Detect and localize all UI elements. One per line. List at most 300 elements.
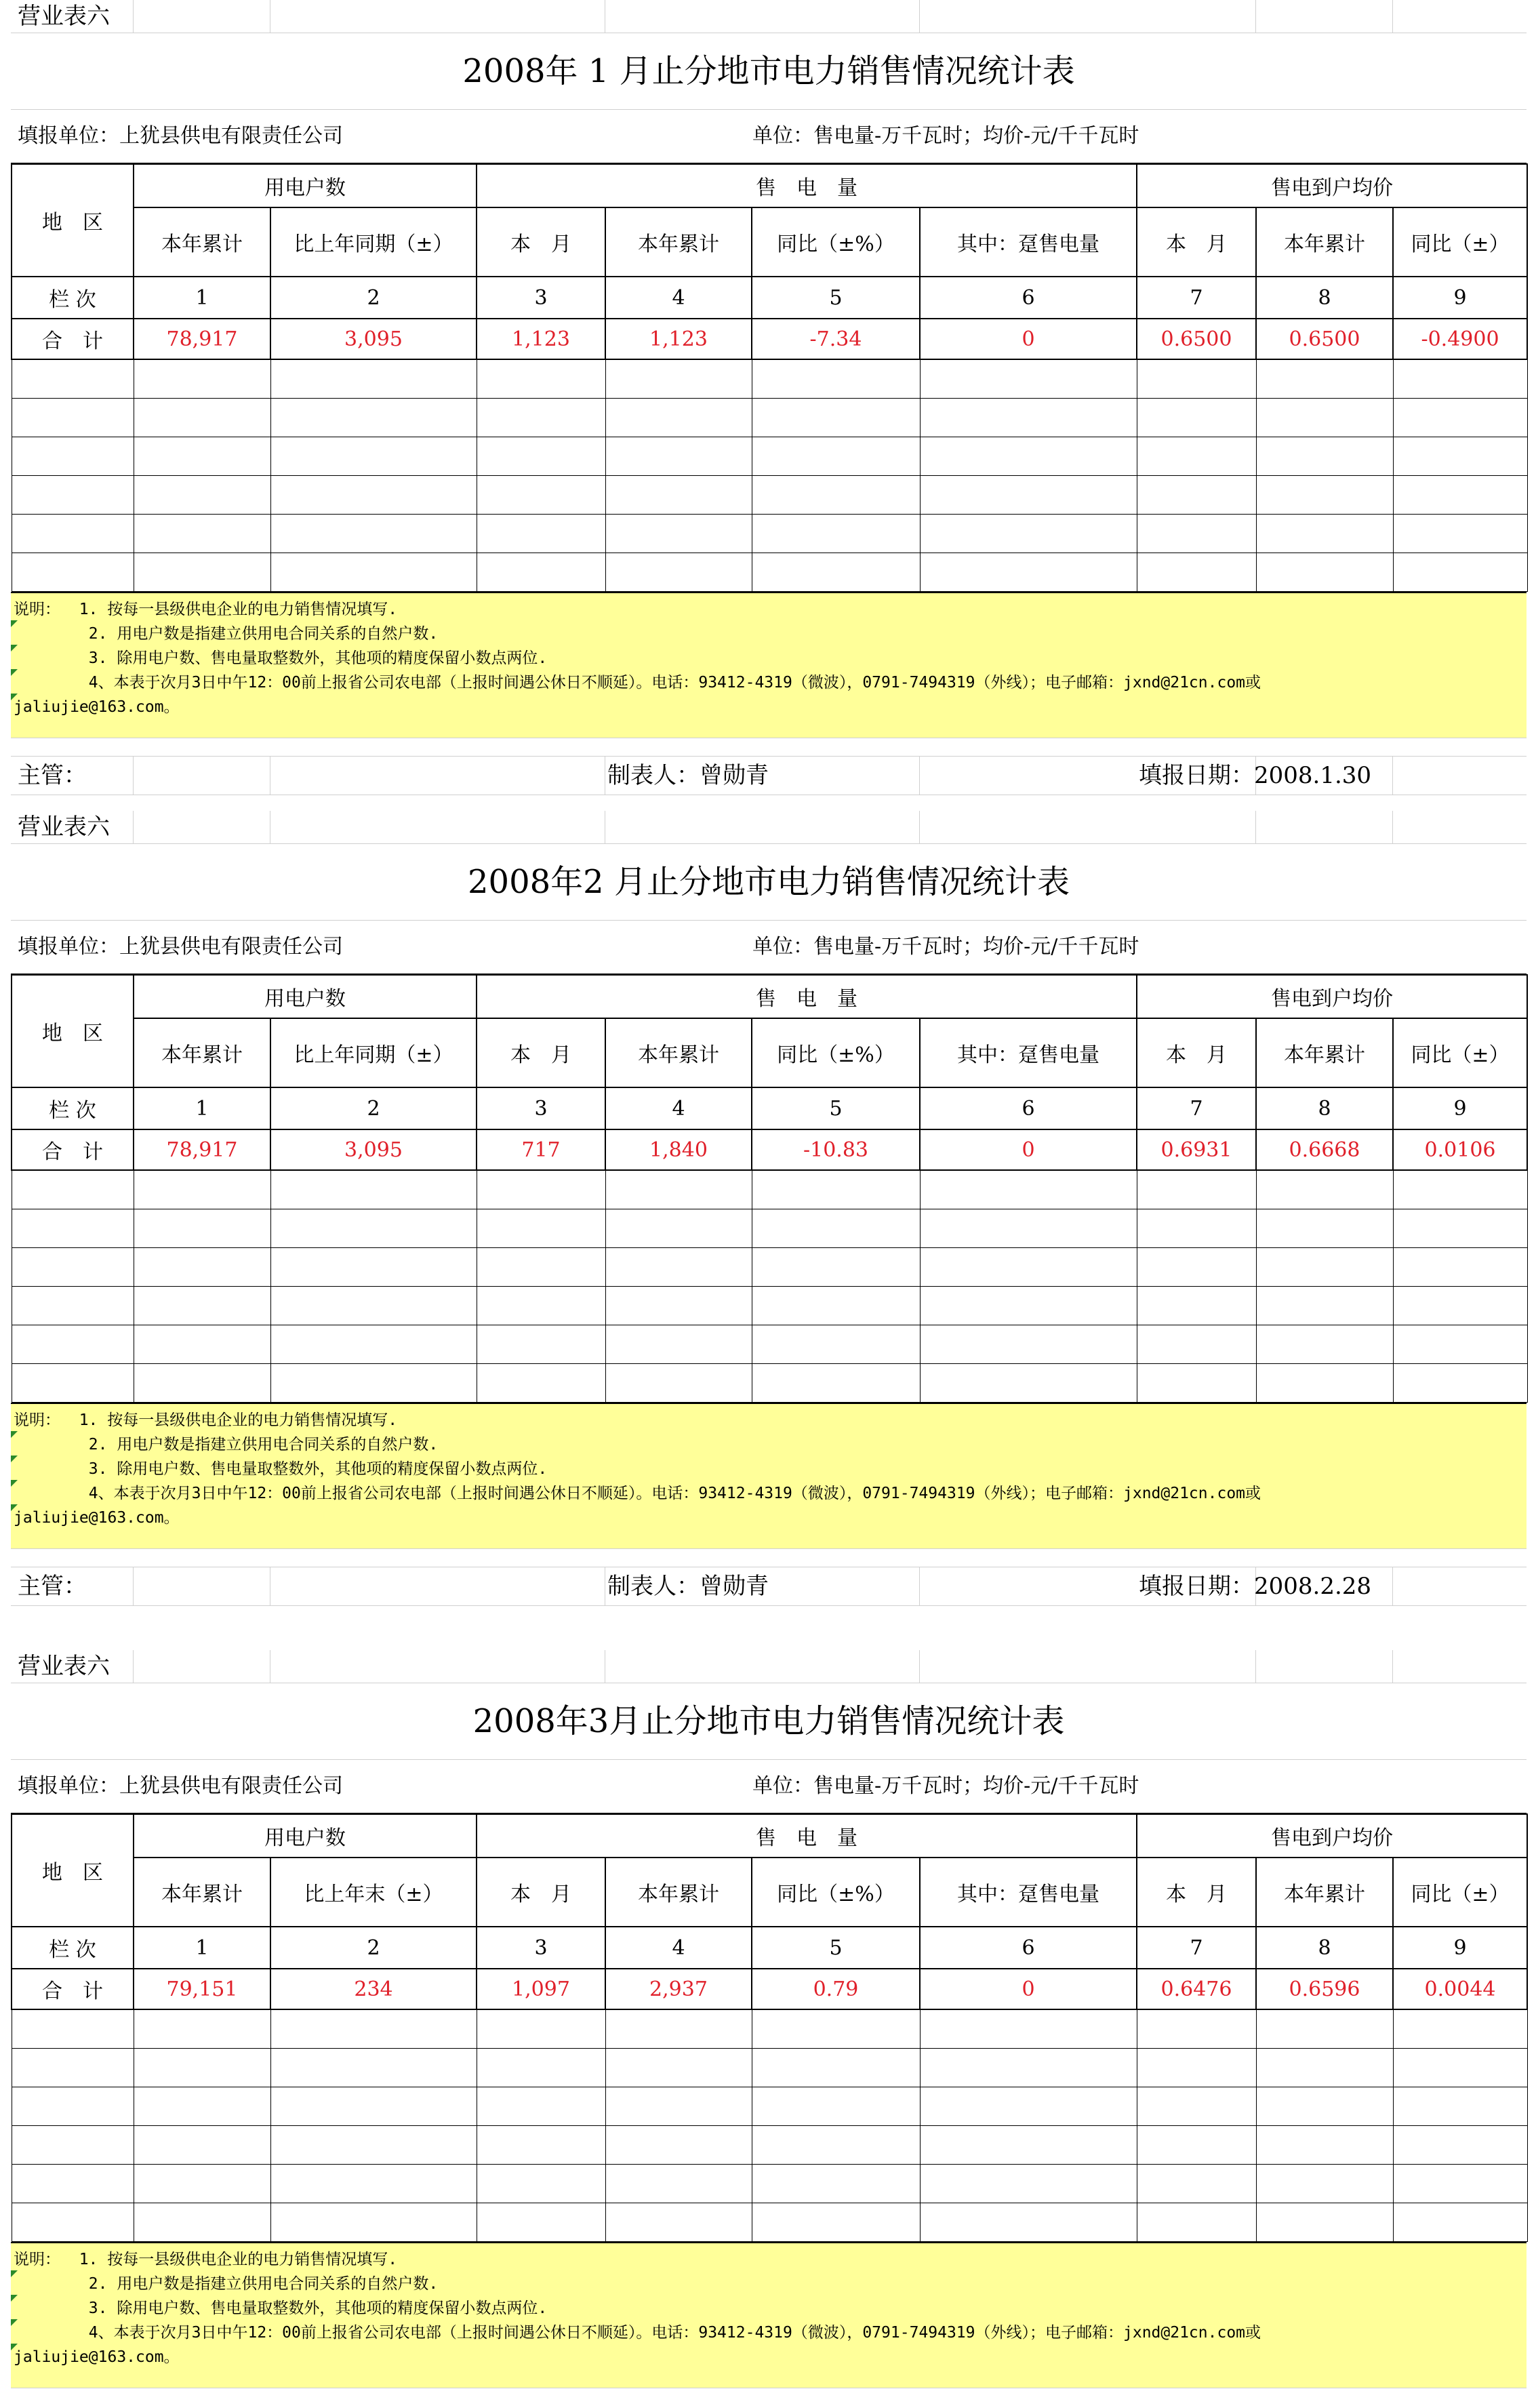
empty-cell[interactable] xyxy=(12,2048,134,2087)
measurement-unit: 单位：售电量-万千瓦时；均价-元/千千瓦时 xyxy=(752,1774,1139,1798)
total-cell[interactable]: -10.83 xyxy=(752,1129,920,1170)
empty-cell[interactable] xyxy=(920,437,1137,475)
column-index: 5 xyxy=(752,1087,920,1129)
empty-cell[interactable] xyxy=(1137,2087,1256,2125)
column-index: 7 xyxy=(1137,277,1256,319)
total-cell[interactable]: 0.6931 xyxy=(1137,1129,1256,1170)
empty-cell[interactable] xyxy=(477,2048,605,2087)
header-users: 用电户数 xyxy=(134,975,477,1018)
empty-cell[interactable] xyxy=(1137,475,1256,514)
empty-cell[interactable] xyxy=(1137,2048,1256,2087)
total-cell[interactable]: -7.34 xyxy=(752,319,920,359)
empty-cell[interactable] xyxy=(605,514,752,553)
note-line: 3. 除用电户数、售电量取整数外，其他项的精度保留小数点两位. xyxy=(14,1460,548,1478)
empty-cell[interactable] xyxy=(477,1209,605,1247)
empty-cell[interactable] xyxy=(1393,1363,1527,1402)
empty-cell[interactable] xyxy=(134,2048,270,2087)
empty-cell[interactable] xyxy=(134,2009,270,2048)
empty-cell[interactable] xyxy=(134,2164,270,2203)
empty-cell[interactable] xyxy=(1256,398,1393,437)
column-index: 8 xyxy=(1256,1087,1393,1129)
column-header: 同比（±） xyxy=(1393,207,1527,277)
empty-cell[interactable] xyxy=(12,2087,134,2125)
empty-cell[interactable] xyxy=(752,553,920,591)
note-line: 3. 除用电户数、售电量取整数外，其他项的精度保留小数点两位. xyxy=(14,2299,548,2317)
empty-cell[interactable] xyxy=(920,1209,1137,1247)
empty-cell[interactable] xyxy=(134,1286,270,1325)
empty-cell[interactable] xyxy=(1256,1286,1393,1325)
signature-row xyxy=(11,1567,1527,1606)
spacer-row xyxy=(11,738,1527,757)
empty-cell[interactable] xyxy=(1256,359,1393,398)
empty-cell[interactable] xyxy=(752,1286,920,1325)
empty-cell[interactable] xyxy=(920,398,1137,437)
empty-cell[interactable] xyxy=(270,475,477,514)
empty-cell[interactable] xyxy=(1393,359,1527,398)
reporting-unit: 填报单位：上犹县供电有限责任公司 xyxy=(18,124,343,148)
empty-cell[interactable] xyxy=(752,2009,920,2048)
note-line: 4、本表于次月3日中午12：00前上报省公司农电部（上报时间遇公休日不顺延）。电话：93412-4319（微波），0791-7494319（外线）；电子邮箱：jxnd@21cn.com或 xyxy=(14,673,1261,691)
sheet-tag: 营业表六 xyxy=(18,814,110,841)
empty-cell[interactable] xyxy=(1137,437,1256,475)
empty-cell[interactable] xyxy=(752,1325,920,1363)
empty-cell[interactable] xyxy=(1137,553,1256,591)
empty-cell[interactable] xyxy=(1256,1170,1393,1209)
empty-cell[interactable] xyxy=(920,1170,1137,1209)
total-cell[interactable]: 3,095 xyxy=(270,1129,477,1170)
comment-marker-icon xyxy=(11,2295,18,2302)
total-cell[interactable]: 0.0044 xyxy=(1393,1969,1527,2009)
comment-marker-icon xyxy=(11,645,18,651)
empty-cell[interactable] xyxy=(605,1363,752,1402)
empty-cell[interactable] xyxy=(1393,1170,1527,1209)
column-header: 本年累计 xyxy=(1256,207,1393,277)
empty-cell[interactable] xyxy=(1256,2087,1393,2125)
total-cell[interactable]: 0.6500 xyxy=(1256,319,1393,359)
empty-cell[interactable] xyxy=(752,398,920,437)
empty-cell[interactable] xyxy=(605,1170,752,1209)
empty-cell[interactable] xyxy=(605,553,752,591)
total-cell[interactable]: 78,917 xyxy=(134,1129,270,1170)
empty-cell[interactable] xyxy=(12,2125,134,2164)
empty-cell[interactable] xyxy=(752,2164,920,2203)
empty-cell[interactable] xyxy=(1256,2164,1393,2203)
empty-cell[interactable] xyxy=(1393,1325,1527,1363)
total-cell[interactable]: 0.6668 xyxy=(1256,1129,1393,1170)
empty-cell[interactable] xyxy=(605,1286,752,1325)
empty-cell[interactable] xyxy=(477,553,605,591)
empty-cell[interactable] xyxy=(12,1247,134,1286)
empty-cell[interactable] xyxy=(12,475,134,514)
empty-cell[interactable] xyxy=(134,398,270,437)
empty-cell[interactable] xyxy=(605,1247,752,1286)
empty-cell[interactable] xyxy=(12,2203,134,2241)
empty-cell[interactable] xyxy=(605,2125,752,2164)
empty-cell[interactable] xyxy=(752,2203,920,2241)
empty-cell[interactable] xyxy=(1256,2125,1393,2164)
empty-cell[interactable] xyxy=(605,359,752,398)
total-cell[interactable]: 1,840 xyxy=(605,1129,752,1170)
column-index: 4 xyxy=(605,1087,752,1129)
empty-cell[interactable] xyxy=(920,359,1137,398)
column-header: 本 月 xyxy=(477,1018,605,1087)
preparer-label: 制表人：曾勋青 xyxy=(607,1572,769,1600)
empty-cell[interactable] xyxy=(134,2125,270,2164)
note-line: 2. 用电户数是指建立供用电合同关系的自然户数. xyxy=(14,1435,439,1453)
empty-cell[interactable] xyxy=(1256,2009,1393,2048)
column-header: 同比（±） xyxy=(1393,1858,1527,1927)
empty-cell[interactable] xyxy=(12,2009,134,2048)
empty-cell[interactable] xyxy=(134,1170,270,1209)
column-index: 3 xyxy=(477,1087,605,1129)
note-line: 3. 除用电户数、售电量取整数外，其他项的精度保留小数点两位. xyxy=(14,649,548,667)
column-header: 本年累计 xyxy=(134,207,270,277)
empty-cell[interactable] xyxy=(752,1209,920,1247)
total-cell[interactable]: 0 xyxy=(920,1969,1137,2009)
total-cell[interactable]: 0.6596 xyxy=(1256,1969,1393,2009)
empty-cell[interactable] xyxy=(12,398,134,437)
total-cell[interactable]: 0 xyxy=(920,319,1137,359)
empty-cell[interactable] xyxy=(1256,437,1393,475)
empty-cell[interactable] xyxy=(12,1170,134,1209)
total-cell[interactable]: 79,151 xyxy=(134,1969,270,2009)
empty-cell[interactable] xyxy=(752,2087,920,2125)
empty-cell[interactable] xyxy=(920,2164,1137,2203)
empty-cell[interactable] xyxy=(605,1209,752,1247)
signature-row xyxy=(11,757,1527,795)
empty-cell[interactable] xyxy=(134,2203,270,2241)
empty-cell[interactable] xyxy=(920,475,1137,514)
empty-cell[interactable] xyxy=(134,2087,270,2125)
comment-marker-icon xyxy=(11,694,18,700)
empty-cell[interactable] xyxy=(1393,2048,1527,2087)
reporting-unit: 填报单位：上犹县供电有限责任公司 xyxy=(18,1774,343,1798)
empty-cell[interactable] xyxy=(477,2164,605,2203)
column-index: 2 xyxy=(270,277,477,319)
column-header: 本年累计 xyxy=(605,1018,752,1087)
empty-cell[interactable] xyxy=(605,2087,752,2125)
empty-cell[interactable] xyxy=(1393,2087,1527,2125)
column-header: 本年累计 xyxy=(605,207,752,277)
empty-cell[interactable] xyxy=(477,514,605,553)
empty-cell[interactable] xyxy=(270,553,477,591)
fill-date-label: 填报日期：2008.2.28 xyxy=(1139,1572,1372,1600)
column-index: 4 xyxy=(605,277,752,319)
empty-cell[interactable] xyxy=(605,2164,752,2203)
empty-cell[interactable] xyxy=(477,1363,605,1402)
empty-cell[interactable] xyxy=(605,437,752,475)
sales-table xyxy=(11,163,1528,592)
header-users: 用电户数 xyxy=(134,1814,477,1858)
empty-cell[interactable] xyxy=(134,437,270,475)
empty-cell[interactable] xyxy=(752,2048,920,2087)
notes-section xyxy=(11,1403,1527,1549)
note-line: 2. 用电户数是指建立供用电合同关系的自然户数. xyxy=(14,2274,439,2293)
note-line: 4、本表于次月3日中午12：00前上报省公司农电部（上报时间遇公休日不顺延）。电话：93412-4319（微波），0791-7494319（外线）；电子邮箱：jxnd@21cn.com或 xyxy=(14,2323,1261,2342)
empty-cell[interactable] xyxy=(477,398,605,437)
row-label-index: 栏 次 xyxy=(12,1927,134,1969)
total-cell[interactable]: 0 xyxy=(920,1129,1137,1170)
empty-cell[interactable] xyxy=(1256,475,1393,514)
empty-cell[interactable] xyxy=(920,2048,1137,2087)
sheet-tag-row xyxy=(11,811,1527,844)
column-header: 本年累计 xyxy=(134,1858,270,1927)
empty-cell[interactable] xyxy=(1393,514,1527,553)
empty-cell[interactable] xyxy=(270,2125,477,2164)
empty-cell[interactable] xyxy=(920,553,1137,591)
column-index: 7 xyxy=(1137,1087,1256,1129)
empty-cell[interactable] xyxy=(752,359,920,398)
empty-cell[interactable] xyxy=(1393,2164,1527,2203)
unit-row xyxy=(11,1760,1527,1813)
empty-cell[interactable] xyxy=(1393,1247,1527,1286)
sheet-tag-row xyxy=(11,1650,1527,1683)
empty-cell[interactable] xyxy=(1256,514,1393,553)
empty-cell[interactable] xyxy=(605,2048,752,2087)
notes-section xyxy=(11,2242,1527,2388)
empty-cell[interactable] xyxy=(1393,1209,1527,1247)
empty-cell[interactable] xyxy=(477,2203,605,2241)
empty-cell[interactable] xyxy=(920,1325,1137,1363)
empty-cell[interactable] xyxy=(270,398,477,437)
empty-cell[interactable] xyxy=(477,359,605,398)
total-cell[interactable]: 0.6500 xyxy=(1137,319,1256,359)
column-header: 同比（±） xyxy=(1393,1018,1527,1087)
row-label-total: 合 计 xyxy=(12,319,134,359)
empty-cell[interactable] xyxy=(1256,2203,1393,2241)
column-index: 6 xyxy=(920,1087,1137,1129)
empty-cell[interactable] xyxy=(1393,475,1527,514)
empty-cell[interactable] xyxy=(920,1247,1137,1286)
empty-cell[interactable] xyxy=(1137,514,1256,553)
total-cell[interactable]: 78,917 xyxy=(134,319,270,359)
column-header: 本 月 xyxy=(477,1858,605,1927)
empty-cell[interactable] xyxy=(1393,2009,1527,2048)
header-region: 地 区 xyxy=(12,1814,134,1927)
preparer-label: 制表人：曾勋青 xyxy=(607,761,769,789)
empty-cell[interactable] xyxy=(477,437,605,475)
total-cell[interactable]: 1,097 xyxy=(477,1969,605,2009)
column-index: 6 xyxy=(920,277,1137,319)
empty-cell[interactable] xyxy=(1137,1170,1256,1209)
empty-cell[interactable] xyxy=(1256,2048,1393,2087)
empty-cell[interactable] xyxy=(605,398,752,437)
empty-cell[interactable] xyxy=(605,2009,752,2048)
empty-cell[interactable] xyxy=(752,475,920,514)
empty-cell[interactable] xyxy=(134,475,270,514)
column-index: 8 xyxy=(1256,1927,1393,1969)
empty-cell[interactable] xyxy=(477,1247,605,1286)
total-cell[interactable]: -0.4900 xyxy=(1393,319,1527,359)
empty-cell[interactable] xyxy=(752,1363,920,1402)
header-avg-price: 售电到户均价 xyxy=(1137,975,1527,1018)
empty-cell[interactable] xyxy=(134,1325,270,1363)
empty-cell[interactable] xyxy=(1137,1209,1256,1247)
empty-cell[interactable] xyxy=(605,1325,752,1363)
column-index: 1 xyxy=(134,1927,270,1969)
empty-cell[interactable] xyxy=(134,1209,270,1247)
note-line: 说明： 1. 按每一县级供电企业的电力销售情况填写. xyxy=(14,600,398,618)
empty-cell[interactable] xyxy=(270,1209,477,1247)
note-line: jaliujie@163.com。 xyxy=(14,2348,180,2366)
empty-cell[interactable] xyxy=(1393,437,1527,475)
report-table-block xyxy=(11,1650,1527,2388)
column-header: 本年累计 xyxy=(134,1018,270,1087)
empty-cell[interactable] xyxy=(920,2087,1137,2125)
empty-cell[interactable] xyxy=(1256,1363,1393,1402)
header-region: 地 区 xyxy=(12,975,134,1087)
sheet-tag-row xyxy=(11,0,1527,33)
empty-cell[interactable] xyxy=(752,514,920,553)
empty-cell[interactable] xyxy=(920,2125,1137,2164)
empty-cell[interactable] xyxy=(270,1363,477,1402)
empty-cell[interactable] xyxy=(1256,1325,1393,1363)
empty-cell[interactable] xyxy=(270,437,477,475)
empty-cell[interactable] xyxy=(477,2009,605,2048)
empty-cell[interactable] xyxy=(270,359,477,398)
empty-cell[interactable] xyxy=(270,2048,477,2087)
column-index: 2 xyxy=(270,1927,477,1969)
empty-cell[interactable] xyxy=(1393,2203,1527,2241)
empty-cell[interactable] xyxy=(134,514,270,553)
sheet-tag: 营业表六 xyxy=(18,1653,110,1680)
empty-cell[interactable] xyxy=(1137,2125,1256,2164)
empty-cell[interactable] xyxy=(12,1286,134,1325)
empty-cell[interactable] xyxy=(134,553,270,591)
column-header: 其中：趸售电量 xyxy=(920,1858,1137,1927)
column-header: 本 月 xyxy=(1137,207,1256,277)
column-index: 9 xyxy=(1393,277,1527,319)
header-avg-price: 售电到户均价 xyxy=(1137,164,1527,207)
empty-cell[interactable] xyxy=(1137,2164,1256,2203)
empty-cell[interactable] xyxy=(752,437,920,475)
empty-cell[interactable] xyxy=(1393,398,1527,437)
total-cell[interactable]: 234 xyxy=(270,1969,477,2009)
empty-cell[interactable] xyxy=(920,514,1137,553)
empty-cell[interactable] xyxy=(1256,553,1393,591)
note-line: jaliujie@163.com。 xyxy=(14,698,180,716)
notes-section xyxy=(11,592,1527,738)
empty-cell[interactable] xyxy=(1137,359,1256,398)
empty-cell[interactable] xyxy=(1393,1286,1527,1325)
empty-cell[interactable] xyxy=(477,1286,605,1325)
empty-cell[interactable] xyxy=(920,2203,1137,2241)
empty-cell[interactable] xyxy=(1137,1363,1256,1402)
column-header: 比上年末（±） xyxy=(270,1858,477,1927)
empty-cell[interactable] xyxy=(605,2203,752,2241)
empty-cell[interactable] xyxy=(477,1170,605,1209)
empty-cell[interactable] xyxy=(1137,1247,1256,1286)
empty-cell[interactable] xyxy=(12,359,134,398)
empty-cell[interactable] xyxy=(1137,1325,1256,1363)
total-cell[interactable]: 1,123 xyxy=(477,319,605,359)
report-title: 2008年2 月止分地市电力销售情况统计表 xyxy=(11,844,1527,921)
empty-cell[interactable] xyxy=(12,2164,134,2203)
empty-cell[interactable] xyxy=(605,475,752,514)
empty-cell[interactable] xyxy=(477,2125,605,2164)
empty-cell[interactable] xyxy=(1137,398,1256,437)
empty-cell[interactable] xyxy=(477,2087,605,2125)
column-index: 6 xyxy=(920,1927,1137,1969)
empty-cell[interactable] xyxy=(270,1286,477,1325)
empty-cell[interactable] xyxy=(1256,1209,1393,1247)
column-header: 本年累计 xyxy=(605,1858,752,1927)
total-cell[interactable]: 0.79 xyxy=(752,1969,920,2009)
column-header: 本年累计 xyxy=(1256,1018,1393,1087)
empty-cell[interactable] xyxy=(752,1247,920,1286)
empty-cell[interactable] xyxy=(752,1170,920,1209)
empty-cell[interactable] xyxy=(1393,2125,1527,2164)
row-label-total: 合 计 xyxy=(12,1129,134,1170)
empty-cell[interactable] xyxy=(1256,1247,1393,1286)
empty-cell[interactable] xyxy=(12,437,134,475)
total-cell[interactable]: 0.6476 xyxy=(1137,1969,1256,2009)
sheet-tag: 营业表六 xyxy=(18,3,110,30)
note-line: 说明： 1. 按每一县级供电企业的电力销售情况填写. xyxy=(14,2250,398,2268)
report-title: 2008年3月止分地市电力销售情况统计表 xyxy=(11,1683,1527,1760)
empty-cell[interactable] xyxy=(1137,2009,1256,2048)
empty-cell[interactable] xyxy=(270,1325,477,1363)
column-header: 同比（±%） xyxy=(752,207,920,277)
comment-marker-icon xyxy=(11,1504,18,1511)
header-sales: 售 电 量 xyxy=(477,975,1137,1018)
empty-cell[interactable] xyxy=(270,2203,477,2241)
comment-marker-icon xyxy=(11,1431,18,1438)
empty-cell[interactable] xyxy=(1393,553,1527,591)
empty-cell[interactable] xyxy=(134,359,270,398)
empty-cell[interactable] xyxy=(134,1363,270,1402)
empty-cell[interactable] xyxy=(752,2125,920,2164)
header-sales: 售 电 量 xyxy=(477,164,1137,207)
empty-cell[interactable] xyxy=(920,1286,1137,1325)
empty-cell[interactable] xyxy=(134,1247,270,1286)
row-label-total: 合 计 xyxy=(12,1969,134,2009)
empty-cell[interactable] xyxy=(12,1325,134,1363)
empty-cell[interactable] xyxy=(12,1363,134,1402)
empty-cell[interactable] xyxy=(270,2087,477,2125)
empty-cell[interactable] xyxy=(12,553,134,591)
comment-marker-icon xyxy=(11,2270,18,2277)
empty-cell[interactable] xyxy=(270,514,477,553)
comment-marker-icon xyxy=(11,2319,18,2326)
total-cell[interactable]: 3,095 xyxy=(270,319,477,359)
column-index: 2 xyxy=(270,1087,477,1129)
empty-cell[interactable] xyxy=(477,475,605,514)
comment-marker-icon xyxy=(11,620,18,627)
empty-cell[interactable] xyxy=(12,514,134,553)
empty-cell[interactable] xyxy=(920,1363,1137,1402)
sales-table xyxy=(11,974,1528,1403)
column-index: 5 xyxy=(752,1927,920,1969)
column-header: 其中：趸售电量 xyxy=(920,1018,1137,1087)
column-header: 同比（±%） xyxy=(752,1858,920,1927)
empty-cell[interactable] xyxy=(920,2009,1137,2048)
empty-cell[interactable] xyxy=(270,1170,477,1209)
header-users: 用电户数 xyxy=(134,164,477,207)
column-header: 其中：趸售电量 xyxy=(920,207,1137,277)
empty-cell[interactable] xyxy=(1137,1286,1256,1325)
empty-cell[interactable] xyxy=(270,1247,477,1286)
total-cell[interactable]: 1,123 xyxy=(605,319,752,359)
total-cell[interactable]: 0.0106 xyxy=(1393,1129,1527,1170)
empty-cell[interactable] xyxy=(270,2009,477,2048)
empty-cell[interactable] xyxy=(1137,2203,1256,2241)
empty-cell[interactable] xyxy=(477,1325,605,1363)
empty-cell[interactable] xyxy=(12,1209,134,1247)
total-cell[interactable]: 2,937 xyxy=(605,1969,752,2009)
empty-cell[interactable] xyxy=(270,2164,477,2203)
total-cell[interactable]: 717 xyxy=(477,1129,605,1170)
